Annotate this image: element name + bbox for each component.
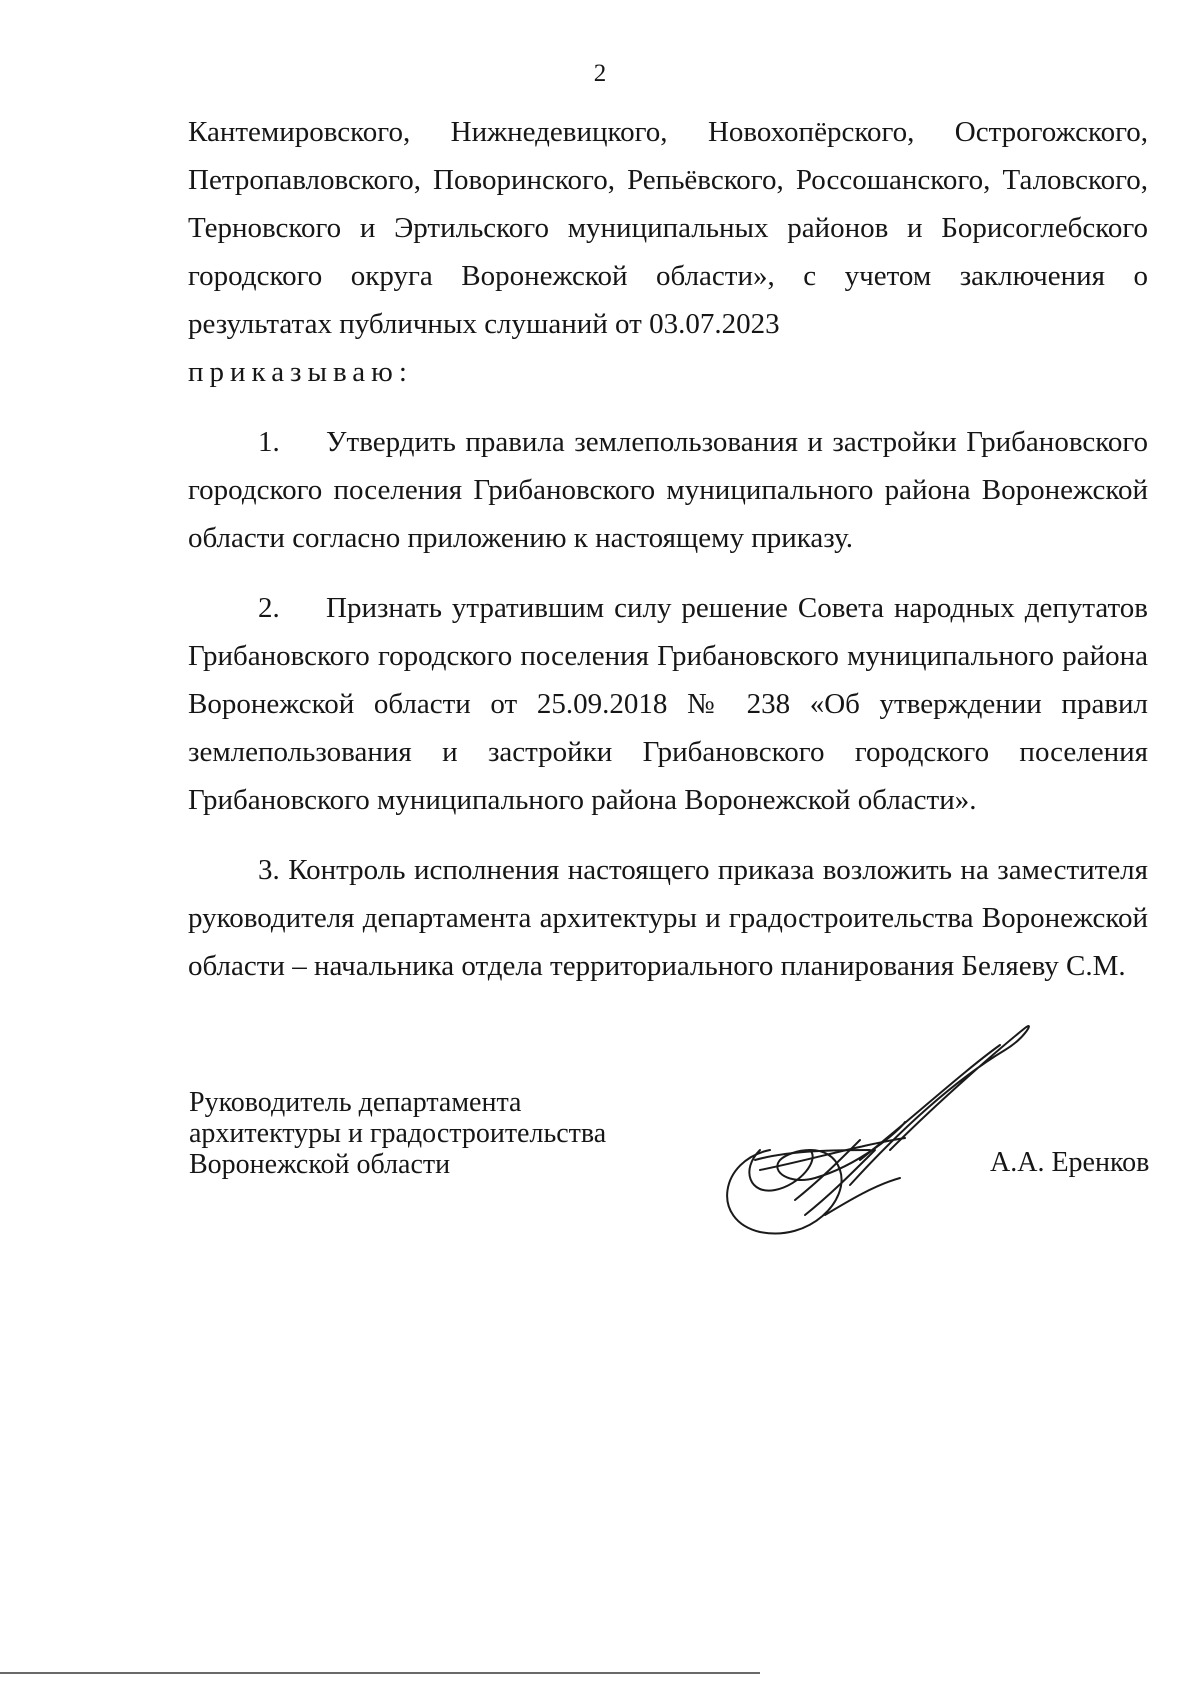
- intro-paragraph: Кантемировского, Нижнедевицкого, Новохопёрского, Острогожского, Петропавловского, Поворинского, Репьёвского, Россошанского, Таловского, Терновского и Эртильского муниципальных районов и Борисоглебского городского округа Воронежской области», с учетом заключения о результатах публичных слушаний от 03.07.2023: [188, 116, 1148, 340]
- signer-name: А.А. Еренков: [990, 1147, 1150, 1178]
- handwritten-signature: [700, 1010, 1060, 1240]
- document-body: [188, 108, 1148, 990]
- list-item-text: Признать утратившим силу решение Совета народных депутатов Грибановского городского поселения Грибановского муниципального района Воронежской области от 25.09.2018 № 238 «Об утверждении правил землепользования и застройки Грибановского городского поселения Грибановского муниципального района Воронежской области».: [188, 592, 1148, 816]
- page-number: 2: [593, 60, 607, 87]
- list-item-text: Утвердить правила землепользования и застройки Грибановского городского поселения Грибановского муниципального района Воронежской области согласно приложению к настоящему приказу.: [188, 426, 1148, 554]
- order-word: приказываю:: [188, 356, 413, 388]
- list-item-text: Контроль исполнения настоящего приказа возложить на заместителя руководителя департамента архитектуры и градостроительства Воронежской области – начальника отдела территориального планирования Беляеву С.М.: [188, 854, 1148, 982]
- list-item-number: 1.: [258, 426, 280, 458]
- list-item-number: 3.: [258, 854, 280, 886]
- scan-edge-line: [0, 1672, 760, 1674]
- list-item-1: [188, 418, 1148, 562]
- list-item-2: [188, 584, 1148, 824]
- signer-title-line: Воронежской области: [189, 1149, 451, 1180]
- signature-title-block: [189, 1087, 606, 1180]
- list-item-3: [188, 846, 1148, 990]
- signer-title-line: архитектуры и градостроительства: [189, 1118, 607, 1149]
- signer-title-line: Руководитель департамента: [189, 1087, 522, 1118]
- list-item-number: 2.: [258, 592, 280, 624]
